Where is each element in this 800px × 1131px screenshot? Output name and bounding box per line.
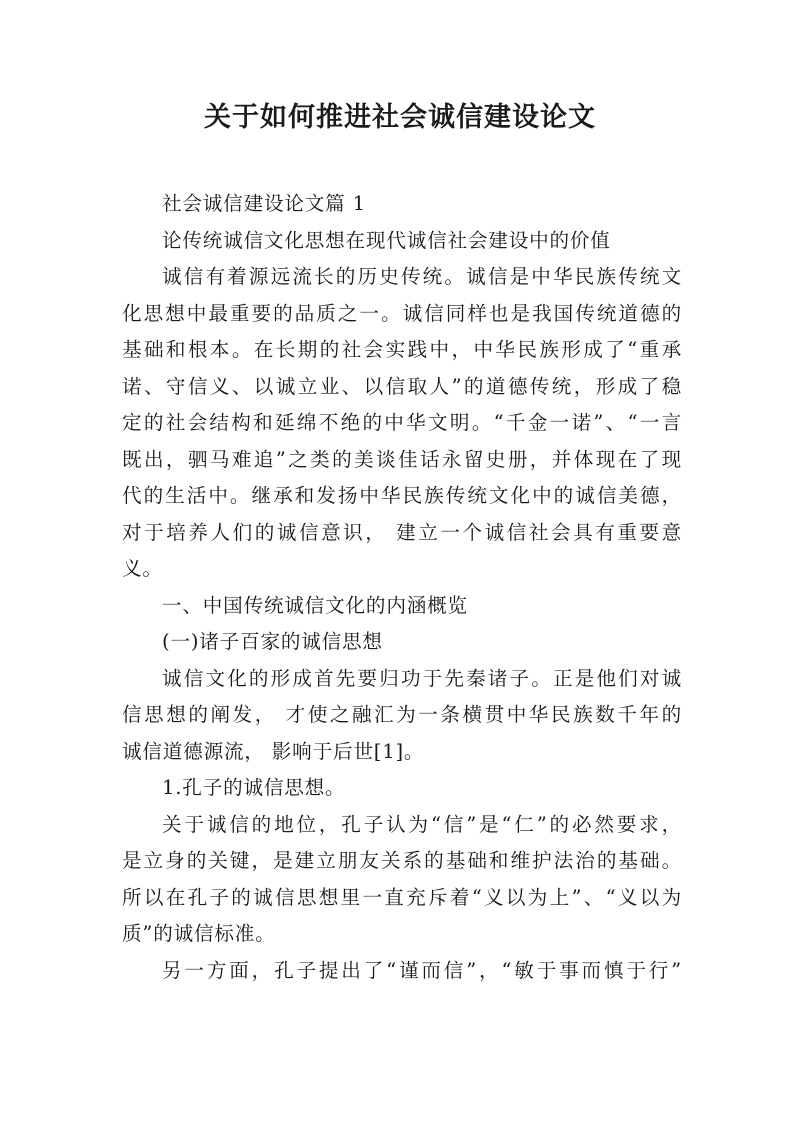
text-line: 关于诚信的地位，孔子认为“信”是“仁”的必然要求， [162, 812, 682, 836]
text-line: 是立身的关键，是建立朋友关系的基础和维护法治的基础。 [122, 849, 682, 872]
text-line: 诺、守信义、以诚立业、以信取人”的道德传统，形成了稳 [122, 374, 682, 398]
text-line: 质”的诚信标准。 [122, 922, 276, 945]
numbered-heading: 1.孔子的诚信思想。 [162, 776, 346, 799]
text-line: 社会诚信建设论文篇 1 [162, 192, 366, 215]
text-line: 诚信文化的形成首先要归功于先秦诸子。正是他们对诚 [162, 666, 682, 690]
text-line: 诚信有着源远流长的历史传统。诚信是中华民族传统文 [162, 265, 682, 288]
text-line: 既出，驷马难追”之类的美谈佳话永留史册，并体现在了现 [122, 447, 682, 471]
document-title: 关于如何推进社会诚信建设论文 [204, 102, 596, 133]
text-line: 另一方面，孔子提出了“谨而信”，“敏于事而慎于行” [162, 958, 682, 982]
text-line: 所以在孔子的诚信思想里一直充斥着“义以为上”、“义以为 [122, 885, 682, 909]
text-line: 代的生活中。继承和发扬中华民族传统文化中的诚信美德， [122, 484, 682, 507]
text-line: 义。 [122, 557, 163, 580]
text-line: 对于培养人们的诚信意识， 建立一个诚信社会具有重要意 [122, 520, 682, 544]
document-body [122, 186, 682, 989]
text-line: 信思想的阐发， 才使之融汇为一条横贯中华民族数千年的 [122, 703, 682, 726]
text-line: 论传统诚信文化思想在现代诚信社会建设中的价值 [162, 228, 611, 252]
text-line: 化思想中最重要的品质之一。诚信同样也是我国传统道德的 [122, 301, 682, 325]
section-heading: 一、中国传统诚信文化的内涵概览 [162, 593, 468, 617]
text-line: 诚信道德源流， 影响于后世[1]。 [122, 739, 425, 763]
subsection-heading: (一)诸子百家的诚信思想 [162, 630, 383, 653]
text-line: 定的社会结构和延绵不绝的中华文明。“千金一诺”、“一言 [122, 411, 682, 434]
text-line: 基础和根本。在长期的社会实践中，中华民族形成了“重承 [122, 338, 682, 361]
